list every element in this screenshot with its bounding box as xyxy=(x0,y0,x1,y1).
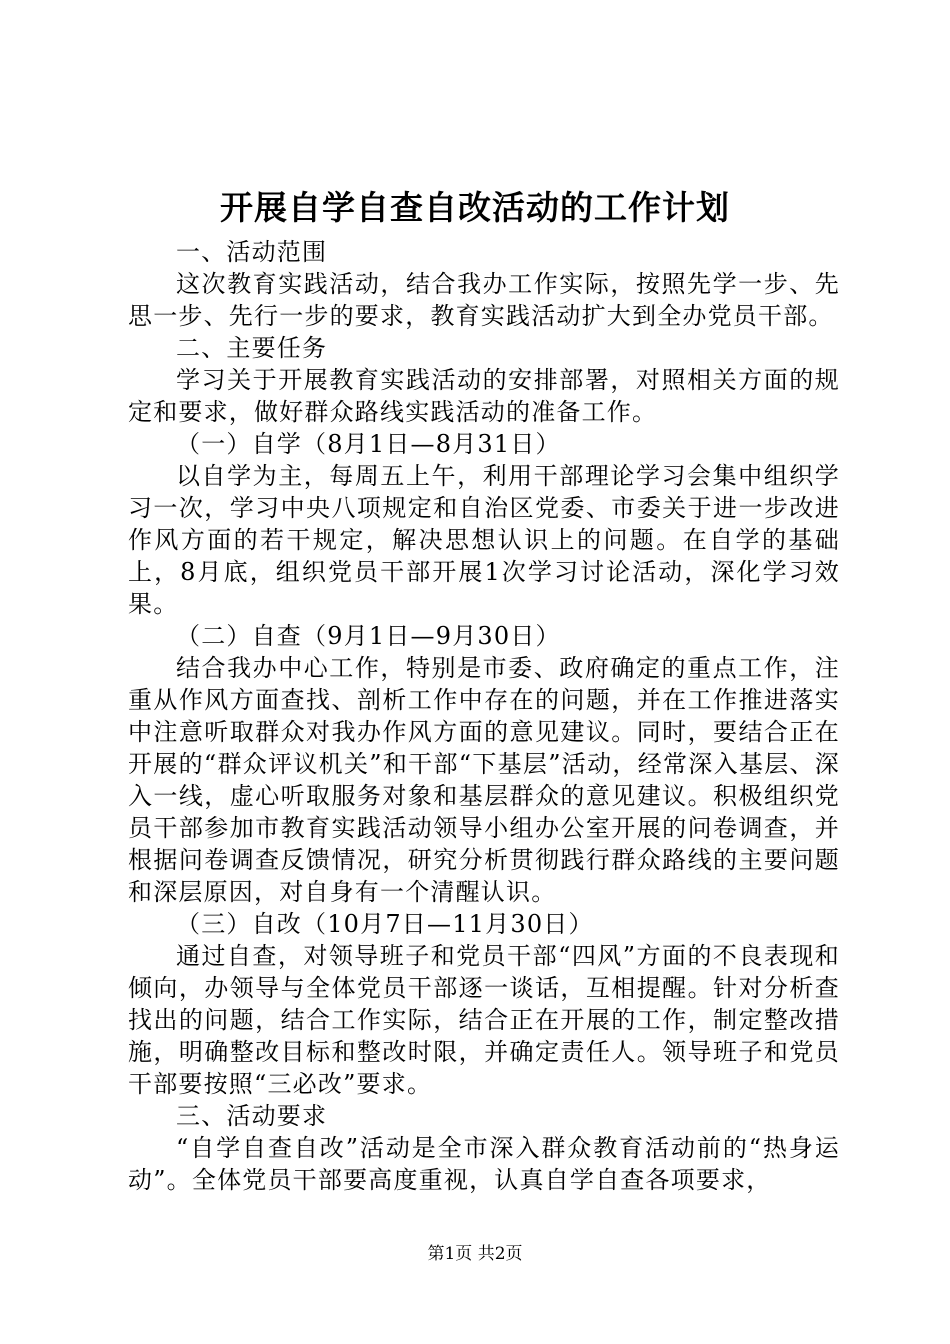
page-footer: 第1页 共2页 xyxy=(427,1244,523,1264)
paragraph-self-study: 以自学为主，每周五上午，利用干部理论学习会集中组织学习一次，学习中央八项规定和自治区党委、市委关于进一步改进作风方面的若干规定，解决思想认识上的问题。在自学的基础上，8月底，组织党员干部开展1次学习讨论活动，深化学习效果。 xyxy=(128,462,840,618)
subheading-self-study: （一）自学（8月1日—8月31日） xyxy=(176,430,561,458)
document-body xyxy=(128,236,840,1196)
paragraph-scope: 这次教育实践活动，结合我办工作实际，按照先学一步、先思一步、先行一步的要求，教育实践活动扩大到全办党员干部。 xyxy=(128,270,840,330)
paragraph-requirements: “自学自查自改”活动是全市深入群众教育活动前的“热身运动”。全体党员干部要高度重视，认真自学自查各项要求， xyxy=(128,1134,840,1194)
section-heading-scope: 一、活动范围 xyxy=(176,238,328,266)
paragraph-self-correct: 通过自查，对领导班子和党员干部“四风”方面的不良表现和倾向，办领导与全体党员干部逐一谈话，互相提醒。针对分析查找出的问题，结合工作实际，结合正在开展的工作，制定整改措施，明确整改目标和整改时限，并确定责任人。领导班子和党员干部要按照“三必改”要求。 xyxy=(128,942,840,1098)
paragraph-self-check: 结合我办中心工作，特别是市委、政府确定的重点工作，注重从作风方面查找、剖析工作中存在的问题，并在工作推进落实中注意听取群众对我办作风方面的意见建议。同时，要结合正在开展的“群众评议机关”和干部“下基层”活动，经常深入基层、深入一线，虚心听取服务对象和基层群众的意见建议。积极组织党员干部参加市教育实践活动领导小组办公室开展的问卷调查，并根据问卷调查反馈情况，研究分析贯彻践行群众路线的主要问题和深层原因，对自身有一个清醒认识。 xyxy=(128,654,840,906)
section-heading-requirements: 三、活动要求 xyxy=(176,1102,328,1130)
paragraph-tasks: 学习关于开展教育实践活动的安排部署，对照相关方面的规定和要求，做好群众路线实践活动的准备工作。 xyxy=(128,366,840,426)
subheading-self-correct: （三）自改（10月7日—11月30日） xyxy=(176,910,594,938)
document-title: 开展自学自查自改活动的工作计划 xyxy=(220,188,730,227)
subheading-self-check: （二）自查（9月1日—9月30日） xyxy=(176,622,561,650)
section-heading-tasks: 二、主要任务 xyxy=(176,334,328,362)
